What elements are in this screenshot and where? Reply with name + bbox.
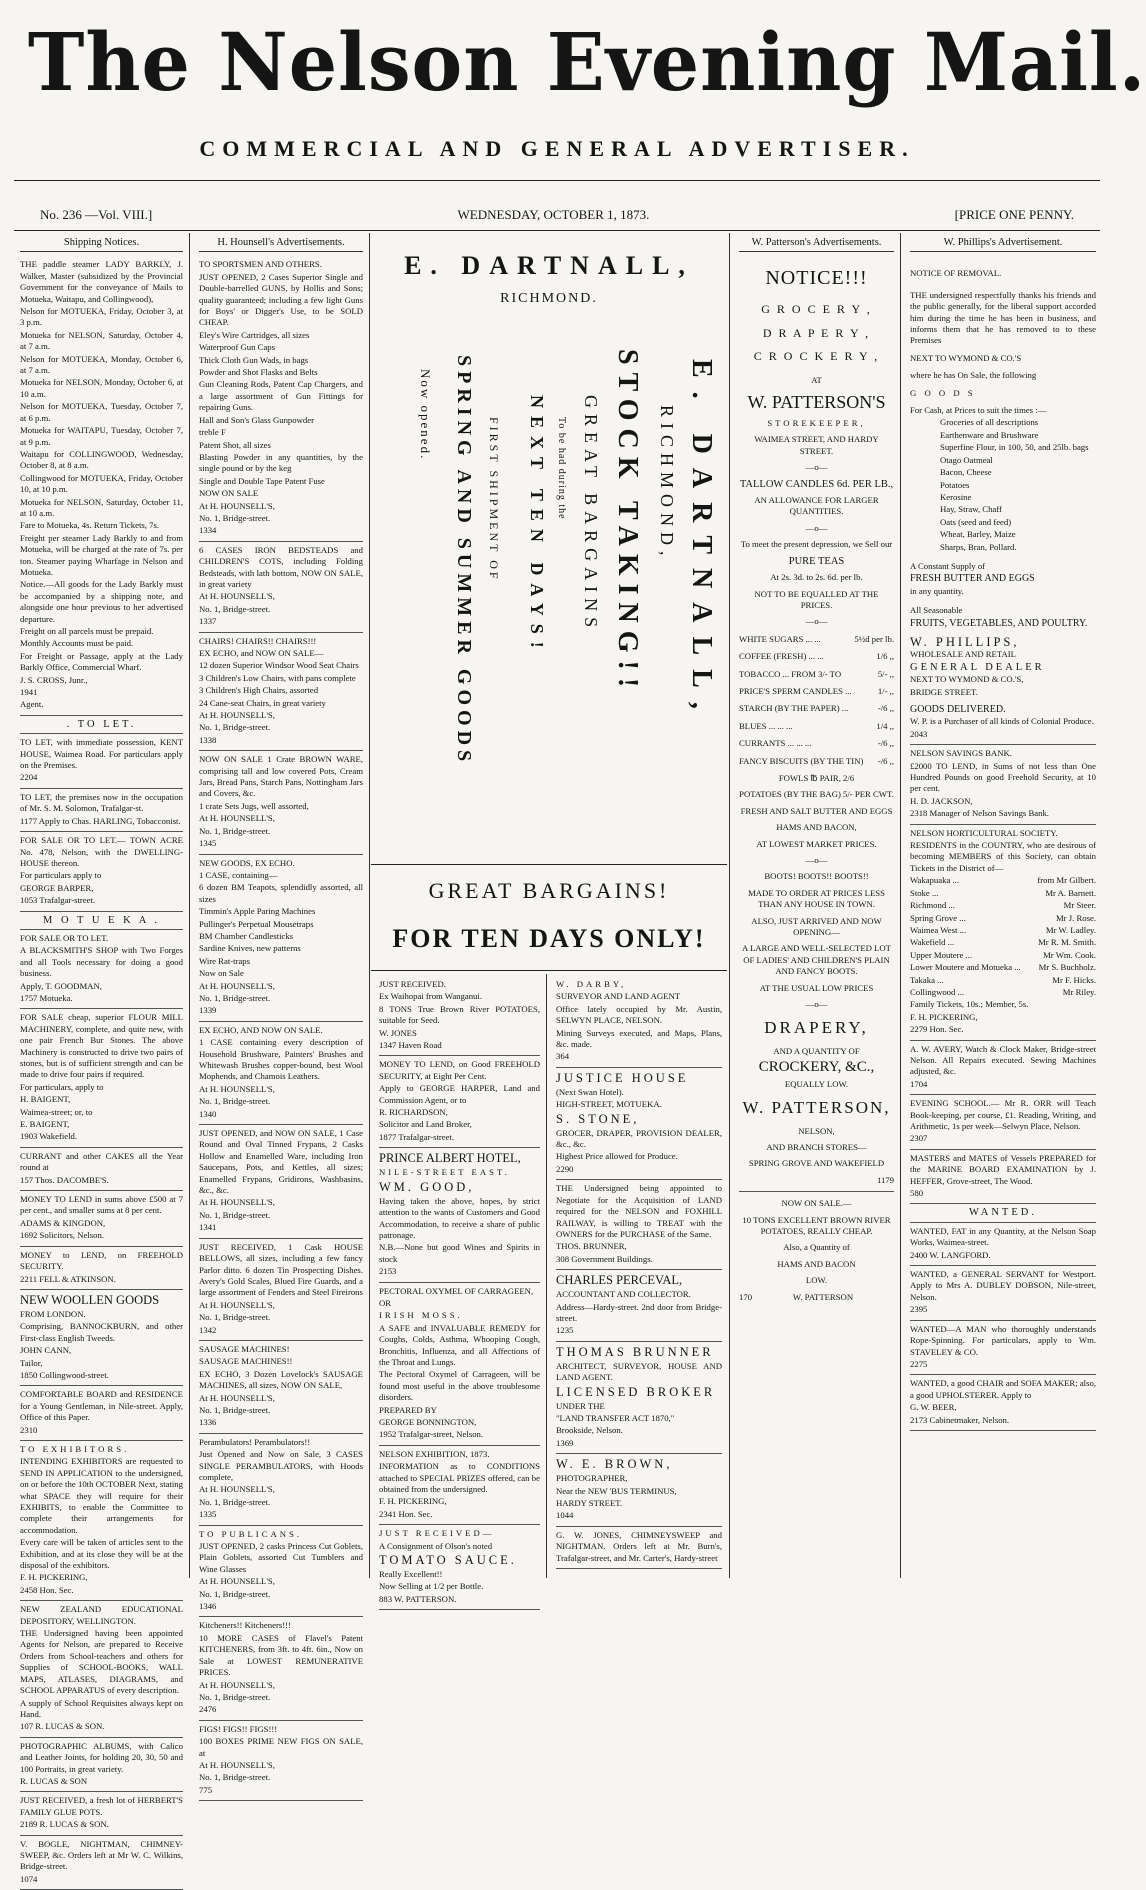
great-bargains-vertical: GREAT BARGAINS <box>581 395 601 634</box>
ad-frypans: JUST OPENED, and NOW ON SALE, 1 Case Round and Oval Tinned Frypans, 2 Casks Hollow and Enamelled Ware, including Iron Saucepans, Pots, and Kettles, all sizes; Enamelled Frypans, Gridirons, Washbasins, &c., &c. At H. HOUNSELL'S, No. 1, Bridge-street. 1341 <box>199 1125 363 1239</box>
section-header: W. Patterson's Advertisements. <box>739 237 894 252</box>
issue-price: [PRICE ONE PENNY. <box>954 207 1074 222</box>
ad-money: MONEY TO LEND in sums above £500 at 7 per cent., and smaller sums at 8 per cent. ADAMS & KINGDON, 1692 Solicitors, Nelson. <box>20 1191 183 1247</box>
first-shipment: FIRST SHIPMENT OF <box>487 417 501 582</box>
ad-guns: TO SPORTSMEN AND OTHERS. JUST OPENED, 2 Cases Superior Single and Double-barrelled GUNS, by Hollis and Sons; quality guaranteed; including a few light Guns for Boys' or Digger's Use, to be SOLD CHEAP. Eley's Wire Cartridges, all sizes Waterproof Gun Caps Thick Cloth Gun Wads, in bags Powder and Shot Flasks and Belts Gun Cleaning Rods, Patent Cap Chargers, and a large assortment of Gun Fittings for repairing Guns. Hall and Son's Glass Gunpowder treble F Patent Shot, all sizes Blasting Powder in any quantities, by the single pound or by the keg Single and Double Tape Patent Fuse NOW ON SALE At H. HOUNSELL'S, No. 1, Bridge-street. 1334 <box>199 256 363 541</box>
newspaper-subtitle: COMMERCIAL AND GENERAL ADVERTISER. <box>199 136 915 161</box>
ad-photographer: W. E. BROWN, PHOTOGRAPHER, Near the NEW 'BUS TERMINUS, HARDY STREET. 1044 <box>556 1454 722 1527</box>
ad-exhibitors: TO EXHIBITORS. INTENDING EXHIBITORS are requested to SEND IN APPLICATION to the undersigned, on or before the 10th OCTOBER Next, stating what SPACE they will require for their EXHIBITS, to enable the Committee to complete their arrangements for accommodation. Every care will be taken of articles sent to the Exhibition, and at its close they will be at the disposal of the exhibitors. F. H. PICKERING, 2458 Hon. Sec. <box>20 1441 183 1601</box>
column-rule <box>369 233 370 1578</box>
ad-blacksmith: FOR SALE OR TO LET. A BLACKSMITH'S SHOP with Two Forges and all Tools necessary for doing a good business. Apply, T. GOODMAN, 1757 Motueka. <box>20 930 183 1009</box>
rule-center <box>371 970 727 971</box>
ad-board: COMFORTABLE BOARD and RESIDENCE for a Young Gentleman, in Nile-street. Apply, Office of this Paper. 2310 <box>20 1386 183 1441</box>
ad-flour-mill: FOR SALE cheap, superior FLOUR MILL MACHINERY, complete, and quite new, with one pair French Bur Stones. The above Machinery is constructed to drive two pairs of stones, but is of sufficient strength and can be made to drive four pairs if required. For particulars, apply to H. BAIGENT, Waimea-street; or, to E. BAIGENT, 1903 Wakefield. <box>20 1009 183 1147</box>
ad-albums: PHOTOGRAPHIC ALBUMS, with Calico and Leather Joints, for holding 20, 30, 50 and 100 Portraits, in great variety. R. LUCAS & SON <box>20 1738 183 1793</box>
ad-chairs: CHAIRS! CHAIRS!! CHAIRS!!! EX ECHO, and NOW ON SALE— 12 dozen Superior Windsor Wood Seat Chairs 3 Children's Low Chairs, with pans complete 3 Children's High Chairs, assorted 24 Cane-seat Chairs, in great variety At H. HOUNSELL'S, No. 1, Bridge-street. 1338 <box>199 633 363 752</box>
ad-to-let: TO LET, with immediate possession, KENT HOUSE, Waimea Road. For particulars apply on the Premises. 2204 <box>20 734 183 789</box>
ad-railway-land: THE Undersigned being appointed to Negotiate for the Acquisition of LAND required for the NELSON and FOXHILL RAILWAY, is willing to TREAT with the OWNERS for the PURCHASE of the Same. THOS. BRUNNER, 308 Government Buildings. <box>556 1180 722 1270</box>
column-rule <box>900 233 901 1578</box>
patterson-name: W. PATTERSON'S <box>747 392 886 413</box>
column-hounsell <box>193 237 369 1795</box>
price-row: STARCH (BY THE PAPER) ... -/6 ,, <box>739 703 894 714</box>
price-row: FANCY BISCUITS (BY THE TIN) -/6 ,, <box>739 755 894 766</box>
ad-prince-albert: PRINCE ALBERT HOTEL, NILE-STREET EAST. WM. GOOD, Having taken the above, hopes, by strict attention to the wants of Customers and Good Accommodation, to receive a share of public patronage. N.B.—None but good Wines and Spirits in stock 2153 <box>379 1148 540 1282</box>
ad-darby: W. DARBY, SURVEYOR AND LAND AGENT Office lately occupied by Mr. Austin, SELWYN PLACE, NELSON. Mining Surveys executed, and Maps, Plans, &c. made. 364 <box>556 976 722 1068</box>
ad-currant-cakes: CURRANT and other CAKES all the Year round at 157 Thos. DACOMBE'S. <box>20 1148 183 1191</box>
column-phillips <box>904 237 1102 1577</box>
great-bargains: GREAT BARGAINS! <box>428 878 670 903</box>
notice-heading: NOTICE!!! <box>765 267 868 290</box>
section-wanted: WANTED. <box>910 1204 1096 1222</box>
dartnall-place: RICHMOND. <box>500 291 598 306</box>
rule-below-dateline <box>14 230 1100 231</box>
dartnall-name: E. DARTNALL, <box>404 251 694 280</box>
issue-date: WEDNESDAY, OCTOBER 1, 1873. <box>457 207 650 222</box>
ad-new-goods: NEW GOODS, EX ECHO. 1 CASE, containing— 6 dozen BM Teapots, splendidly assorted, all sizes Timmin's Apple Paring Machines Pullinger's Perpetual Mousetraps BM Chamber Candlesticks Sardine Knives, new patterns Wire Rat-traps Now on Sale At H. HOUNSELL'S, No. 1, Bridge-street. 1339 <box>199 855 363 1022</box>
ad-wanted-man: WANTED—A MAN who thoroughly understands Rope-Spinning. For particulars, apply to Wm. STAVELEY & CO. 2275 <box>910 1321 1096 1376</box>
price-row: TOBACCO ... FROM 3/- TO 5/- ,, <box>739 668 894 679</box>
ad-marine-exam: MASTERS and MATES of Vessels PREPARED for the MARINE BOARD EXAMINATION by J. HEFFER, Grove-street, The Wood. 580 <box>910 1150 1096 1205</box>
price-row: WHITE SUGARS ... ... 5½d per lb. <box>739 633 894 644</box>
price-row: COFFEE (FRESH) ... ... 1/6 ,, <box>739 651 894 662</box>
dartnall-vertical-name: E. DARTNALL, <box>686 359 717 723</box>
dateline <box>40 207 1074 223</box>
ad-woollen-goods: NEW WOOLLEN GOODS FROM LONDON. Comprising, BANNOCKBURN, and other First-class English Tweeds. JOHN CANN, Tailor, 1850 Collingwood-street. <box>20 1290 183 1386</box>
ad-thomas-brunner: THOMAS BRUNNER ARCHITECT, SURVEYOR, HOUSE AND LAND AGENT. LICENSED BROKER UNDER THE "LAND TRANSFER ACT 1870," Brookside, Nelson. 1369 <box>556 1342 722 1454</box>
ad-bedsteads: 6 CASES IRON BEDSTEADS and CHILDREN'S COTS, including Folding Bedsteads, with lath bottom, NOW ON SALE, in great variety At H. HOUNSELL'S, No. 1, Bridge-street. 1337 <box>199 542 363 633</box>
ad-figs: FIGS! FIGS!! FIGS!!! 100 BOXES PRIME NEW FIGS ON SALE, at At H. HOUNSELL'S, No. 1, Bridge-street. 775 <box>199 1721 363 1801</box>
ad-pectoral: PECTORAL OXYMEL OF CARRAGEEN, OR IRISH MOSS. A SAFE and INVALUABLE REMEDY for Coughs, Colds, Asthma, Whooping Cough, Bronchitis, Influenza, and all Affections of the Throat and Lungs. The Pectoral Oxymel of Carrageen, will be found most useful in the above troublesome disorders. PREPARED BY GEORGE BONNINGTON, 1952 Trafalgar-street, Nelson. <box>379 1283 540 1446</box>
rule-top <box>14 180 1100 181</box>
masthead <box>0 12 1146 162</box>
ad-brushware: EX ECHO, AND NOW ON SALE. 1 CASE containing every description of Household Brushware, Painters' Brushes and Whitewash Brushes copper-bound, best Wool Mophends, and Chamois Leathers. At H. HOUNSELL'S, No. 1, Bridge-street. 1340 <box>199 1022 363 1125</box>
ad-phillips: NOTICE OF REMOVAL. THE undersigned respectfully thanks his friends and the public generally, for the liberal support accorded him during the time he has been in business, and informs them that he has removed to to these Premises NEXT TO WYMOND & CO.'S where he has On Sale, the following G O O D S For Cash, at Prices to suit the times :— Groceries of all descriptions Earthenware and Brushware Superfine Flour, in 100, 50, and 25lb. bags Otago Oatmeal Bacon, Cheese Potatoes Kerosine Hay, Straw, Chaff Oats (seed and feed) Wheat, Barley, Maize Sharps, Bran, Pollard. A Constant Supply of FRESH BUTTER AND EGGS in any quantity. All Seasonable FRUITS, VEGETABLES, AND POULTRY. W. PHILLIPS, WHOLESALE AND RETAIL GENERAL DEALER NEXT TO WYMOND & CO.'S, BRIDGE STREET. GOODS DELIVERED. W. P. is a Purchaser of all kinds of Colonial Produce. 2043 <box>910 256 1096 745</box>
price-row: CURRANTS ... ... ... -/6 ,, <box>739 738 894 749</box>
ad-potatoes: JUST RECEIVED. Ex Waihopai from Wanganui. 8 TONS True Brown River POTATOES, suitable for Seed. W. JONES 1347 Haven Road <box>379 976 540 1056</box>
ad-wanted-sofa: WANTED, a good CHAIR and SOFA MAKER; also, a good UPHOLSTERER. Apply to G. W. BEER, 2173 Cabinetmaker, Nelson. <box>910 1375 1096 1431</box>
ad-bogle: V. BOGLE, NIGHTMAN, CHIMNEY-SWEEP, &c. Orders left at Mr W. C. Wilkins, Bridge-street. 1074 <box>20 1836 183 1890</box>
now-opened: Now opened. <box>418 369 433 461</box>
ten-days-only: FOR TEN DAYS ONLY! <box>392 924 706 953</box>
section-header: W. Phillips's Advertisement. <box>910 237 1096 252</box>
price-list <box>739 634 894 767</box>
ad-justice-house: JUSTICE HOUSE (Next Swan Hotel). HIGH-STREET, MOTUEKA. S. STONE, GROCER, DRAPER, PROVISION DEALER, &c., &c. Highest Price allowed for Produce. 2290 <box>556 1068 722 1180</box>
spring-summer-goods: SPRING AND SUMMER GOODS <box>453 355 475 767</box>
issue-number: No. 236 —Vol. VIII.] <box>40 207 153 222</box>
ad-exhibition: NELSON EXHIBITION, 1873. INFORMATION as to CONDITIONS attached to SPECIAL PRIZES offered, can be obtained from the undersigned. F. H. PICKERING, 2341 Hon. Sec. <box>379 1446 540 1525</box>
ad-tomato-sauce: JUST RECEIVED— A Consignment of Olson's noted TOMATO SAUCE. Really Excellent!! Now Selling at 1/2 per Bottle. 883 W. PATTERSON. <box>379 1525 540 1610</box>
ad-chimneysweep: G. W. JONES, CHIMNEYSWEEP and NIGHTMAN. Orders left at Mr. Burn's, Trafalgar-street, and Mr. Carter's, Hardy-street <box>556 1527 722 1569</box>
ad-publicans: TO PUBLICANS. JUST OPENED, 2 casks Princess Cut Goblets, Plain Goblets, assorted Cut Tumblers and Wine Glasses At H. HOUNSELL'S, No. 1, Bridge-street. 1346 <box>199 1526 363 1618</box>
ad-horticultural: NELSON HORTICULTURAL SOCIETY. RESIDENTS in the COUNTRY, who are desirous of becoming MEMBERS of this Society, can obtain Tickets in the District of— Wakapuaka ... from Mr Gilbert. Stoke ... Mr A. Barnett. Richmond ... Mr Steer. Spring Grove ... Mr J. Rose. Waimea West ... Mr W. Ladley. Wakefield ... Mr R. M. Smith. Upper Moutere ... Mr Wm. Cook. Lower Moutere and Motueka ... Mr S. Buchholz. Takaka ... Mr F. Hicks. Collingwood ... Mr Riley. Family Tickets, 10s.; Member, 5s. F. H. PICKERING, 2279 Hon. Sec. <box>910 825 1096 1041</box>
column-rule <box>729 233 730 1578</box>
column-rule <box>189 233 190 1578</box>
column-patterson: W. Patterson's Advertisements. NOTICE!!! G R O C E R Y , D R A P E R Y , C R O C K E R Y , AT W. PATTERSON'S STOREKEEPER, WAIMEA STREET, AND HARDY STREET. —o— TALLOW CANDLES 6d. PER LB., AN ALLOWANCE FOR LARGER QUANTITIES. —o— To meet the present depression, we Sell our PURE TEAS At 2s. 3d. to 2s. 6d. per lb. NOT TO BE EQUALLED AT THE PRICES. —o— WHITE SUGARS ... ... 5½d per lb. COFFEE (FRESH) ... ... 1/6 ,, TOBACCO ... FROM 3/- TO 5/- ,, PRICE'S SPERM CANDLES ... 1/- ,, STARCH (BY THE PAPER) ... -/6 ,, BLUES ... ... ... 1/4 ,, CURRANTS ... ... ... -/6 ,, FANCY BISCUITS (BY THE TIN) -/6 ,, FOWLS ℔ PAIR, 2/6 POTATOES (BY THE BAG) 5/- PER CWT. FRESH AND SALT BUTTER AND EGGS HAMS AND BACON, AT LOWEST MARKET PRICES. —o— BOOTS! BOOTS!! BOOTS!! MADE TO ORDER AT PRICES LESS THAN ANY HOUSE IN TOWN. ALSO, JUST ARRIVED AND NOW OPENING— A LARGE AND WELL-SELECTED LOT OF LADIES' AND CHILDREN'S PLAIN AND FANCY BOOTS. AT THE USUAL LOW PRICES —o— DRAPERY, AND A QUANTITY OF CROCKERY, &C., EQUALLY LOW. W. PATTERSON, NELSON, AND BRANCH STORES— SPRING GROVE AND WAKEFIELD 1179 NOW ON SALE.— 10 TONS EXCELLENT BROWN RIVER POTATOES, REALLY CHEAP. Also, a Quantity of HAMS AND BACON LOW. 170 W. PATTERSON <box>739 237 894 1302</box>
ad-perceval: CHARLES PERCEVAL, ACCOUNTANT AND COLLECTOR. Address—Hardy-street. 2nd door from Bridge-street. 1235 <box>556 1270 722 1342</box>
next-ten-days: NEXT TEN DAYS! <box>527 395 547 656</box>
ad-for-sale: FOR SALE OR TO LET.— TOWN ACRE No. 478, Nelson, with the DWELLING-HOUSE thereon. For particulars apply to GEORGE BARPER, 1053 Trafalgar-street. <box>20 832 183 911</box>
rule-center <box>371 864 727 865</box>
price-row: PRICE'S SPERM CANDLES ... 1/- ,, <box>739 685 894 696</box>
section-to-let: . TO LET. <box>20 716 183 734</box>
section-motueka: M O T U E K A . <box>20 912 183 930</box>
ad-money: MONEY to LEND, on FREEHOLD SECURITY. 2211 FELL & ATKINSON. <box>20 1247 183 1290</box>
ad-glue-pots: JUST RECEIVED, a fresh lot of HERBERT'S FAMILY GLUE POTS. 2189 R. LUCAS & SON. <box>20 1792 183 1835</box>
column-shipping <box>14 237 189 1884</box>
ad-watchmaker: A. W. AVERY, Watch & Clock Maker, Bridge-street Nelson. All Repairs executed. Sewing Machines adjusted, &c. 1704 <box>910 1041 1096 1096</box>
dartnall-vertical-place: RICHMOND, <box>657 405 677 562</box>
ad-kitcheners: Kitcheners!! Kitcheners!!! 10 MORE CASES of Flavel's Patent KITCHENERS, from 3ft. to 4ft. 6in., Now on Sale at LOWEST REMUNERATIVE PRICES. At H. HOUNSELL'S, No. 1, Bridge-street. 2476 <box>199 1617 363 1720</box>
price-row: BLUES ... ... ... 1/4 ,, <box>739 720 894 731</box>
ad-bellows: JUST RECEIVED, 1 Cask HOUSE BELLOWS, all sizes, including a few fancy Parlor ditto. 6 dozen Tin Prospecting Dishes. Avery's Gold Scales, Blued Fire Guards, and a large assortment of Fenders and Steel Fireirons At H. HOUNSELL'S, No. 1, Bridge-street. 1342 <box>199 1239 363 1341</box>
ad-money-to-lend: MONEY TO LEND, on Good FREEHOLD SECURITY, at Eight Per Cent. Apply to GEORGE HARPER, Land and Commission Agent, or to R. RICHARDSON, Solicitor and Land Broker, 1877 Trafalgar-street. <box>379 1056 540 1148</box>
ad-savings-bank: NELSON SAVINGS BANK. £2000 TO LEND, in Sums of not less than One Hundred Pounds on good Freehold Security, at 10 per cent. H. D. JACKSON, 2318 Manager of Nelson Savings Bank. <box>910 745 1096 824</box>
ad-evening-school: EVENING SCHOOL.— Mr R. ORR will Teach Book-keeping, per course, £1. Reading, Writing, and Arithmetic, 1s per week—Selwyn Place, Nelson. 2307 <box>910 1095 1096 1150</box>
ad-sausage-machines: SAUSAGE MACHINES! SAUSAGE MACHINES!! EX ECHO, 3 Dozen Lovelock's SAUSAGE MACHINES, all sizes, NOW ON SALE, At H. HOUNSELL'S, No. 1, Bridge-street. 1336 <box>199 1341 363 1434</box>
column-center-right <box>550 976 728 1576</box>
to-be-had: To be had during the <box>556 417 567 520</box>
ad-educational: NEW ZEALAND EDUCATIONAL DEPOSITORY, WELLINGTON. THE Undersigned having been appointed Agents for Nelson, are prepared to Receive Orders from School-teachers and others for Supplies of SCHOOL-BOOKS, WALL MAPS, ATLASES, DIAGRAMS, and SCHOOL APPARATUS of every description. A supply of School Requisites always kept on Hand. 107 R. LUCAS & SON. <box>20 1601 183 1737</box>
ad-wanted-fat: WANTED, FAT in any Quantity, at the Nelson Soap Works, Waimea-street. 2400 W. LANGFORD. <box>910 1223 1096 1266</box>
newspaper-title: The Nelson Evening Mail. <box>27 15 1146 109</box>
ad-lady-barkly: THE paddle steamer LADY BARKLY, J. Walker, Master (subsidized by the Provincial Government for the conveyance of Mails to Motueka, Waitapu, and Collingwood), Nelson for MOTUEKA, Friday, October 3, at 3 p.m. Motueka for NELSON, Saturday, October 4, at 7 a.m. Nelson for MOTUEKA, Monday, October 6, at 7 a.m. Motueka for NELSON, Monday, October 6, at 10 a.m. Nelson for MOTUEKA, Tuesday, October 7, at 6 p.m. Motueka for WAITAPU, Tuesday, October 7, at 9 p.m. Waitapu for COLLINGWOOD, Wednesday, October 8, at 8 a.m. Collingwood for MOTUEKA, Friday, October 10, at 10 p.m. Motueka for NELSON, Saturday, October 11, at 10 a.m. Fare to Motueka, 4s. Return Tickets, 7s. Freight per steamer Lady Barkly to and from Motueka, will be charged at the rate of 7s. per ton. Steamer paying Wharfage in Nelson and Motueka. Notice.—All goods for the Lady Barkly must be accompanied by a shipping note, and alongside one hour previous to her advertised departure. Freight on all parcels must be prepaid. Monthly Accounts must be paid. For Freight or Passage, apply at the Lady Barkly Office, Commercial Wharf. J. S. CROSS, Junr., 1941 Agent. <box>20 256 183 715</box>
ad-brown-ware: NOW ON SALE 1 Crate BROWN WARE, comprising tall and low covered Pots, Cream Jars, Bread Pans, Starch Pans, Nottingham Jars and Covers, &c. 1 crate Sets Jugs, well assorted, At H. HOUNSELL'S, No. 1, Bridge-street. 1345 <box>199 751 363 854</box>
stock-taking: STOCK TAKING!! <box>612 349 643 696</box>
ad-wanted-servant: WANTED, a GENERAL SERVANT for Westport. Apply to Mrs A. DUBLEY DOBSON, Nile-street, Nelson. 2395 <box>910 1266 1096 1321</box>
section-header: Shipping Notices. <box>20 237 183 252</box>
column-rule <box>546 974 547 1578</box>
dartnall-ad <box>373 237 725 857</box>
section-header: H. Hounsell's Advertisements. <box>199 237 363 252</box>
ad-to-let: TO LET, the premises now in the occupation of Mr. S. M. Solomon, Trafalgar-st. 1177 Apply to Chas. HARLING, Tobacconist. <box>20 789 183 832</box>
column-center-left <box>373 976 546 1604</box>
ad-perambulators: Perambulators! Perambulators!! Just Opened and Now on Sale, 3 CASES SINGLE PERAMBULATORS, with Hoods complete, At H. HOUNSELL'S, No. 1, Bridge-street. 1335 <box>199 1434 363 1526</box>
